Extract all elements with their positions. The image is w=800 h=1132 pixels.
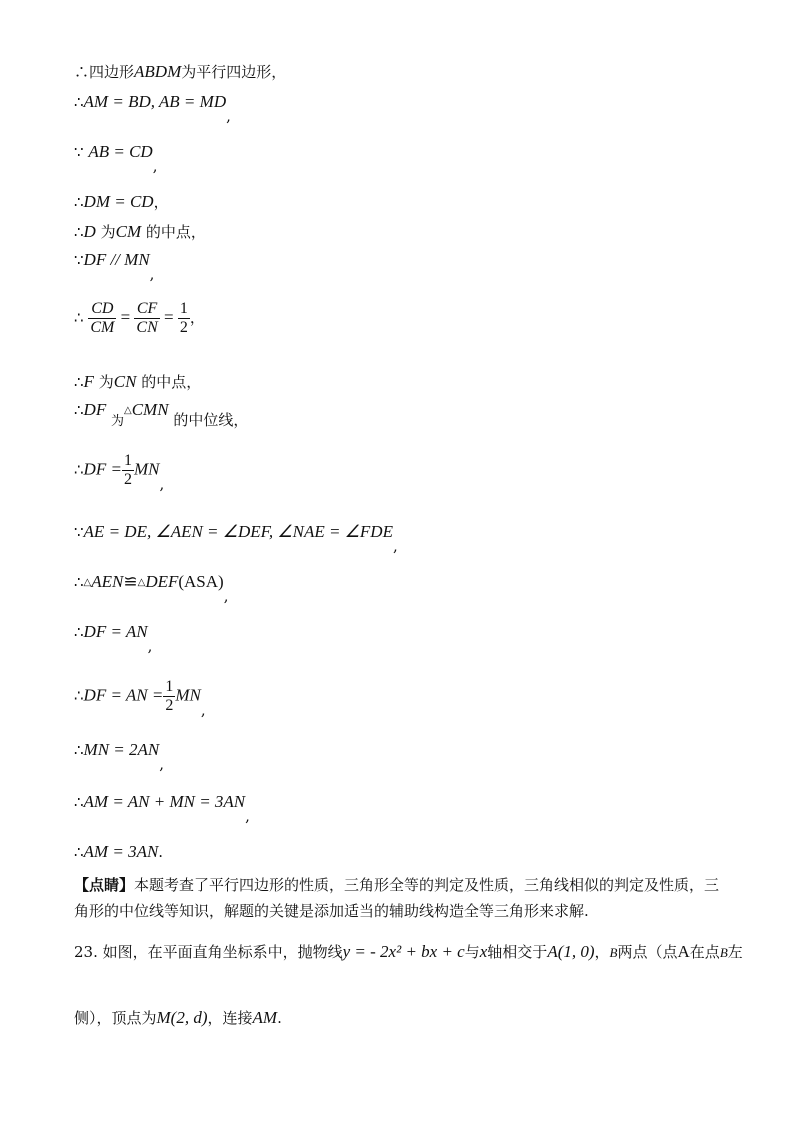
therefore-symbol: ∴ — [74, 223, 84, 241]
text: 的中位线， — [173, 411, 249, 429]
punct: , — [223, 587, 229, 605]
step-4 — [74, 192, 169, 212]
because-symbol: ∵ — [74, 143, 84, 161]
therefore-symbol: ∴ — [74, 623, 84, 641]
therefore-symbol: ∴ — [74, 843, 84, 861]
therefore-symbol: ∴ — [74, 193, 84, 211]
numerator: 1 — [165, 678, 174, 695]
math: DM = CD — [83, 192, 154, 211]
math: x — [479, 942, 488, 961]
math: AM = BD, AB = MD — [83, 92, 227, 111]
step-17 — [74, 842, 163, 862]
vertex-m: M(2, d) — [156, 1008, 208, 1027]
question-23-line-2 — [74, 1008, 282, 1028]
denominator: 2 — [179, 319, 188, 336]
step-16 — [74, 792, 250, 825]
step-10 — [74, 452, 165, 493]
therefore-symbol: ∴ — [74, 686, 84, 705]
therefore-symbol: ∴ — [74, 460, 84, 479]
therefore-symbol: ∴ — [74, 63, 90, 81]
text: ，连接 — [207, 1009, 253, 1027]
punct: , — [392, 537, 398, 555]
math: D — [83, 222, 96, 241]
step-8 — [74, 372, 201, 392]
punct: , — [245, 807, 250, 825]
comment-text: 本题考查了平行四边形的性质，三角形全等的判定及性质，三角线相似的判定及性质，三角形的中位线等知识，解题的关键是添加适当的辅助线构造全等三角形来求解. — [74, 876, 720, 920]
therefore-symbol: ∴ — [74, 401, 84, 419]
text: 四边形 — [89, 63, 135, 81]
text: 侧），顶点为 — [74, 1009, 157, 1027]
step-13 — [74, 622, 153, 655]
math: DF // MN — [83, 250, 150, 269]
math: MN — [175, 685, 201, 705]
denominator: CM — [90, 319, 115, 336]
point-label: B — [719, 945, 728, 960]
point-a: A(1, 0) — [547, 942, 595, 961]
step-11 — [74, 522, 398, 555]
fraction — [88, 300, 116, 337]
comment-tag: 【点睛】 — [74, 876, 135, 894]
punct: , — [159, 474, 165, 493]
step-6 — [74, 250, 155, 283]
text: 为 — [100, 223, 116, 241]
fraction — [134, 300, 159, 337]
math: DF = AN — [83, 622, 148, 641]
question-text: 23. 如图，在平面直角坐标系中，抛物线 — [74, 943, 343, 961]
text: 轴相交于 — [487, 943, 548, 961]
punct: , — [226, 107, 231, 125]
punct: , — [149, 265, 155, 283]
math: CN — [113, 372, 137, 391]
punct: . — [158, 843, 164, 861]
numerator: CF — [134, 300, 159, 319]
text: 与 — [464, 943, 480, 961]
therefore-symbol: ∴ — [74, 93, 84, 111]
punct: , — [147, 637, 153, 655]
therefore-symbol: ∴ — [74, 573, 84, 591]
step-14 — [74, 678, 206, 719]
denominator: 2 — [123, 471, 132, 488]
because-symbol: ∵ — [74, 523, 84, 541]
math: CM — [115, 222, 142, 241]
denominator: 2 — [165, 697, 174, 714]
step-2 — [74, 92, 231, 125]
because-symbol: ∵ — [74, 251, 84, 269]
triangle-symbol: △ — [137, 577, 146, 588]
text: 为 — [111, 414, 125, 429]
numerator: 1 — [179, 300, 188, 317]
parabola-equation: y = - 2x² + bx + c — [342, 942, 465, 961]
step-3 — [74, 142, 158, 175]
fraction — [122, 452, 134, 489]
math: AEN — [91, 572, 124, 591]
justification: (ASA) — [178, 572, 224, 591]
punct: ， — [189, 308, 205, 327]
step-7: ∴ $\frac{CD}{CM}$ = $\frac{CF}{CN}$ = $\frac{1}{2}$ ， — [74, 300, 205, 336]
triangle-symbol: △ — [83, 577, 92, 588]
congruent-symbol: ≌ — [123, 572, 138, 591]
math: F — [83, 372, 94, 391]
step-5 — [74, 222, 206, 242]
math: AM = 3AN — [83, 842, 159, 861]
triangle-symbol: △ — [124, 405, 132, 416]
fraction — [163, 678, 175, 715]
therefore-symbol: ∴ — [74, 793, 84, 811]
point-b: B — [609, 945, 618, 960]
math: MN = 2AN — [83, 740, 160, 759]
step-1 — [74, 62, 286, 82]
punct: , — [200, 700, 206, 719]
therefore-symbol: ∴ — [74, 308, 84, 327]
math: MN — [133, 459, 160, 479]
math: AM — [252, 1008, 278, 1027]
comment-paragraph — [74, 872, 734, 924]
math: CMN — [131, 400, 169, 419]
math: AE = DE, ∠AEN = ∠DEF, ∠NAE = ∠FDE — [83, 522, 393, 541]
text: 的中点， — [141, 373, 202, 391]
question-23-line-1 — [74, 942, 743, 963]
punct: , — [152, 157, 158, 175]
text: ， — [594, 943, 610, 961]
text: . — [277, 1009, 282, 1027]
fraction — [178, 300, 190, 337]
math: AB = CD — [88, 142, 153, 161]
point-label: A — [677, 942, 690, 961]
text: 的中点， — [145, 223, 206, 241]
denominator: CN — [136, 319, 158, 336]
text: 为平行四边形， — [181, 63, 287, 81]
text: 两点（点 — [617, 943, 678, 961]
step-15 — [74, 740, 165, 773]
numerator: CD — [88, 300, 116, 319]
math: DEF — [145, 572, 179, 591]
step-9 — [74, 400, 249, 429]
math: DF — [83, 400, 107, 419]
step-12 — [74, 572, 229, 605]
math: DF = — [83, 459, 122, 479]
math: ABDM — [134, 62, 182, 81]
therefore-symbol: ∴ — [74, 741, 84, 759]
therefore-symbol: ∴ — [74, 373, 84, 391]
numerator: 1 — [123, 452, 132, 469]
math: AM = AN + MN = 3AN — [83, 792, 246, 811]
math: DF = AN = — [83, 685, 164, 705]
punct: ， — [153, 193, 169, 211]
text: 左 — [727, 943, 743, 961]
text: 为 — [98, 373, 114, 391]
text: 在点 — [689, 943, 720, 961]
punct: , — [159, 755, 165, 773]
